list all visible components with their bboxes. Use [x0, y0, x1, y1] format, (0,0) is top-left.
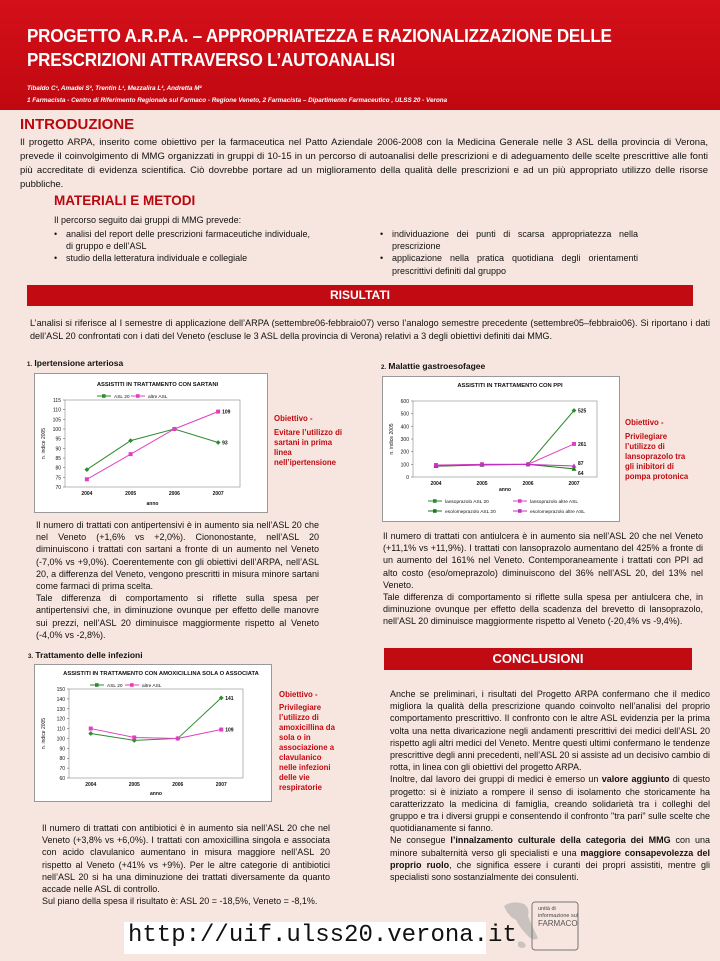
legend-marker — [433, 499, 437, 503]
s3-text: Il numero di trattati con antibiotici è in aumento sia nell’ASL 20 che nel Veneto (+3,8% vs +6,0%). I trattati con amoxicillina singola e associata con acido clavulanico aumentano in misura maggiore nell’ASL 20 rispetto al Veneto (+41% vs +9%). Per le altre categorie di antibiotici nell’ASL 20 si ha una diminuzione dei trattati diversamente da quanto accade nelle ASL di controllo. Sul piano della spesa il risultato è: ASL 20 = -18,5%, Veneto = -8,1%. — [42, 823, 330, 907]
y-tick-label: 85 — [55, 456, 61, 462]
x-tick-label: 2005 — [128, 782, 140, 788]
data-point — [219, 728, 223, 732]
y-tick-label: 0 — [406, 475, 409, 481]
y-tick-label: 130 — [56, 706, 65, 713]
legend-marker — [130, 683, 134, 687]
y-tick-label: 80 — [55, 465, 61, 472]
y-tick-label: 150 — [56, 687, 65, 693]
y-tick-label: 140 — [56, 696, 65, 703]
intro-title: INTRODUZIONE — [20, 116, 135, 133]
y-tick-label: 60 — [59, 776, 65, 782]
legend-marker — [102, 394, 106, 398]
chart-ppi — [382, 376, 620, 522]
intro-text: Il progetto ARPA, inserito come obiettivo per la farmaceutica nel Patto Aziendale 2006-2008 con la Medicina Generale nelle 3 ASL della provincia di Verona, prevede il coinvolgimento di MMG organizzati in gruppi di 10-15 in un percorso di autoanalisi delle prescrizioni e di adeguamento delle scelte prescrittive alle fonti più accreditate di evidenza scientifica. Ciò dovrebbe portare ad un miglioramento della qualità delle prescrizioni e ad un più appropriato utilizzo delle risorse pubbliche. — [20, 137, 708, 190]
y-tick-label: 200 — [400, 449, 409, 456]
data-point — [572, 442, 576, 446]
y-tick-label: 110 — [53, 407, 61, 414]
y-tick-label: 100 — [56, 736, 65, 743]
data-point — [172, 427, 176, 431]
footer-url-link[interactable]: http://uif.ulss20.verona.it — [128, 922, 517, 949]
logo-text: unità di informazione sul FARMACO — [538, 906, 579, 928]
y-tick-label: 70 — [59, 766, 65, 773]
y-tick-label: 90 — [55, 446, 61, 453]
x-tick-label: 2004 — [85, 782, 97, 788]
legend-marker — [518, 509, 522, 513]
x-tick-label: 2004 — [81, 491, 93, 497]
x-tick-label: 2007 — [215, 782, 227, 788]
list-item: • studio della letteratura individuale e collegiale — [54, 252, 310, 264]
legend-label: ASL 20 — [107, 684, 123, 689]
legend-label: eso/omeprazolo altre ASL — [530, 510, 585, 515]
section-3-heading: 3. Trattamento delle infezioni — [28, 650, 143, 660]
x-axis-label: anno — [146, 501, 159, 507]
s2-objective-text: Privilegiare l’utilizzo di lansoprazolo tra gli inibitori di pompa protonica — [625, 432, 689, 481]
s2-objective-title: Obiettivo - — [625, 418, 664, 427]
y-axis-label: n. indice 2005 — [389, 423, 395, 455]
materiali-right-list — [380, 228, 638, 277]
x-axis-label: anno — [150, 791, 162, 797]
data-label: 109 — [225, 727, 234, 734]
data-point — [216, 410, 220, 414]
x-tick-label: 2006 — [168, 491, 180, 497]
conclusioni-band: CONCLUSIONI — [384, 648, 692, 670]
s3-objective-text: Privilegiare l’utilizzo di amoxicillina da sola o in associazione a clavulanico nelle infezioni delle vie respiratorie — [279, 703, 335, 792]
s1-objective-title: Obiettivo - — [274, 414, 313, 423]
y-tick-label: 105 — [52, 417, 61, 424]
y-tick-label: 90 — [59, 746, 65, 753]
y-tick-label: 600 — [400, 399, 409, 405]
materiali-intro: Il percorso seguito dai gruppi di MMG prevede: — [54, 215, 242, 225]
y-tick-label: 110 — [57, 726, 65, 733]
data-label: 87 — [578, 460, 584, 467]
data-point — [129, 452, 133, 456]
s3-objective-title: Obiettivo - — [279, 690, 318, 699]
conclusioni-p2: Inoltre, dal lavoro dei gruppi di medici è emerso un valore aggiunto di questo progetto: si è iniziato a rompere il senso di isolamento che storicamente ha caratterizzato la medicina di famiglia, creando solidarietà tra i colleghi del gruppo e tra i diversi gruppi e consentendo il confronto "tra pari" sulle scelte che quotidianamente si fanno. — [390, 774, 710, 834]
list-item: • applicazione nella pratica quotidiana degli orientamenti prescrittivi definiti dal gruppo — [380, 252, 638, 276]
x-tick-label: 2006 — [172, 782, 184, 788]
materiali-title: MATERIALI E METODI — [54, 193, 196, 208]
affiliations: 1 Farmacista - Centro di Riferimento Regionale sul Farmaco - Regione Veneto, 2 Farmacista – Dipartimento Farmaceutico , ULSS 20 - Verona — [27, 97, 448, 104]
y-tick-label: 100 — [52, 427, 61, 433]
risultati-band: RISULTATI — [27, 285, 693, 306]
chart-sartani-svg — [35, 374, 267, 512]
y-axis-label: n. indice 2005 — [41, 427, 47, 460]
data-point — [176, 736, 180, 740]
legend-marker — [518, 499, 522, 503]
y-tick-label: 80 — [59, 756, 65, 763]
y-tick-label: 95 — [55, 436, 61, 443]
x-tick-label: 2007 — [212, 491, 224, 497]
ufi-logo — [498, 898, 586, 956]
conclusioni-text — [390, 688, 710, 883]
chart-sartani — [34, 373, 268, 513]
y-tick-label: 100 — [400, 462, 409, 469]
data-label: 261 — [578, 441, 587, 448]
data-label: 109 — [222, 409, 231, 416]
legend-label: altre ASL — [148, 395, 168, 400]
risultati-text: L’analisi si riferisce al I semestre di applicazione dell’ARPA (settembre06-febbraio07) verso l’analogo semestre precedente (settembre05–febbraio06). Si riportano i dati dell’ASL 20 confrontati con i dati del Veneto (escluse le 3 ASL della provincia di Verona) relativi a 3 degli obiettivi definiti dai MMG. — [30, 318, 710, 341]
data-point — [89, 727, 93, 731]
authors: Tibaldo C¹, Amadei S², Trentin L¹, Mezzalira L², Andretta M² — [27, 85, 202, 92]
y-tick-label: 115 — [53, 398, 61, 404]
conclusioni-p3: Ne consegue l’innalzamento culturale della categoria dei MMG con una minore subalternità verso gli specialisti e una maggiore consapevolezza del proprio ruolo, che significa essere i curanti dei propri assistiti, mentre gli specialisti sono sostanzialmente dei consulenti. — [390, 835, 711, 883]
data-label: 525 — [578, 408, 587, 415]
data-label: 141 — [225, 695, 234, 702]
legend-label: lansoprazolo ASL 20 — [445, 500, 489, 505]
y-tick-label: 300 — [400, 437, 409, 443]
y-tick-label: 400 — [400, 424, 409, 431]
chart-title: ASSISTITI IN TRATTAMENTO CON SARTANI — [96, 382, 219, 388]
s1-objective-text: Evitare l’utilizzo di sartani in prima linea nell’ipertensione — [274, 428, 343, 467]
s2-text: Il numero di trattati con antiulcera è in aumento sia nell’ASL 20 che nel Veneto (+11,1% vs +11,9%). I trattati con lansoprazolo aumentano del 425% a fronte di un aumento del 161% nel Veneto. Contemporaneamente i trattati con PPI ad alto costo (eso/omeprazolo) diminuiscono del 36% nell’ASL 20, del 13% nel Veneto. Tale differenza di comportamento si riflette sulla spesa per antiulcera che, in diminuzione ovunque per effetto della scadenza del brevetto di lansoprazolo, nell’ASL 20 diminuisce maggiormente rispetto al Veneto (-20,4% vs -9,4%). — [383, 531, 703, 627]
chart-amoxicillina-svg — [35, 665, 271, 801]
data-label: 64 — [578, 470, 584, 477]
chart-title: ASSISTITI IN TRATTAMENTO CON PPI — [457, 383, 563, 389]
chart-title: ASSISTITI IN TRATTAMENTO CON AMOXICILLINA SOLA O ASSOCIATA — [63, 671, 259, 677]
conclusioni-p1: Anche se preliminari, i risultati del Progetto ARPA confermano che il medico migliora la qualità della prescrizione quando coinvolto nell’analisi del proprio comportamento prescrittivo. Il confronto con le altre ASL evidenzia per la prima volta una netta divaricazione negli andamenti prescrittivi dei medici dell’ASL 20 rispetto agli altri medici del Veneto. Mentre questi ultimi confermano le tendenze prescrittive degli anni precedenti, nell’ASL 20 si assiste ad un decisivo cambio di rotta, in linea con gli obiettivi del progetto ARPA. — [390, 689, 710, 773]
section-1-heading: 1. Ipertensione arteriosa — [27, 358, 124, 368]
x-tick-label: 2007 — [568, 481, 580, 487]
y-axis-label: n. indice 2005 — [41, 717, 47, 750]
legend-label: ASL 20 — [114, 395, 130, 400]
legend-marker — [136, 394, 140, 398]
legend-label: eso/omeprazolo ASL 20 — [445, 510, 496, 515]
legend-label: altre ASL — [142, 684, 162, 689]
legend-label: lansoprazolo altre ASL — [530, 500, 578, 505]
x-axis-label: anno — [499, 487, 511, 493]
x-tick-label: 2005 — [125, 491, 137, 497]
y-tick-label: 70 — [55, 485, 61, 491]
section-2-heading: 2. Malattie gastroesofagee — [381, 361, 486, 371]
x-tick-label: 2006 — [522, 481, 534, 487]
data-point — [85, 477, 89, 481]
data-label: 93 — [222, 440, 228, 447]
y-tick-label: 500 — [400, 411, 409, 418]
list-item: • analisi del report delle prescrizioni farmaceutiche individuale, di gruppo e dell’ASL — [54, 228, 310, 252]
list-item: • individuazione dei punti di scarsa appropriatezza nella prescrizione — [380, 228, 638, 252]
chart-ppi-svg — [383, 377, 619, 521]
materiali-left-list — [54, 228, 310, 265]
poster-title: PROGETTO A.R.P.A. – APPROPRIATEZZA E RAZIONALIZZAZIONE DELLE PRESCRIZIONI ATTRAVERSO L’AUTOANALISI — [27, 25, 612, 70]
legend-marker — [95, 683, 99, 687]
legend-marker — [433, 509, 437, 513]
x-tick-label: 2005 — [476, 481, 488, 487]
y-tick-label: 75 — [55, 475, 61, 482]
chart-amoxicillina — [34, 664, 272, 802]
x-tick-label: 2004 — [430, 481, 442, 487]
s1-text: Il numero di trattati con antipertensivi è in aumento sia nell’ASL 20 che nel Veneto (+1,6% vs +2,0%). Ciononostante, nell’ASL 20 diminuiscono i trattati con sartani a fronte di un aumento nel Veneto (-7,0% vs +9,0%). Coerentemente con gli obiettivi dell’ARPA, nell’ASL 20, a differenza del Veneto, vengono prescritti in misura minore sartani come farmaci di prima scelta. Tale differenza di comportamento si riflette sulla spesa per antipertensivi che, in diminuzione ovunque per effetto delle manovre sui prezzi, nell’ASL 20 diminuisce maggiormente rispetto al Veneto (-4,0% vs -2,8%). — [36, 520, 319, 640]
y-tick-label: 120 — [56, 716, 65, 723]
data-point — [132, 735, 136, 739]
